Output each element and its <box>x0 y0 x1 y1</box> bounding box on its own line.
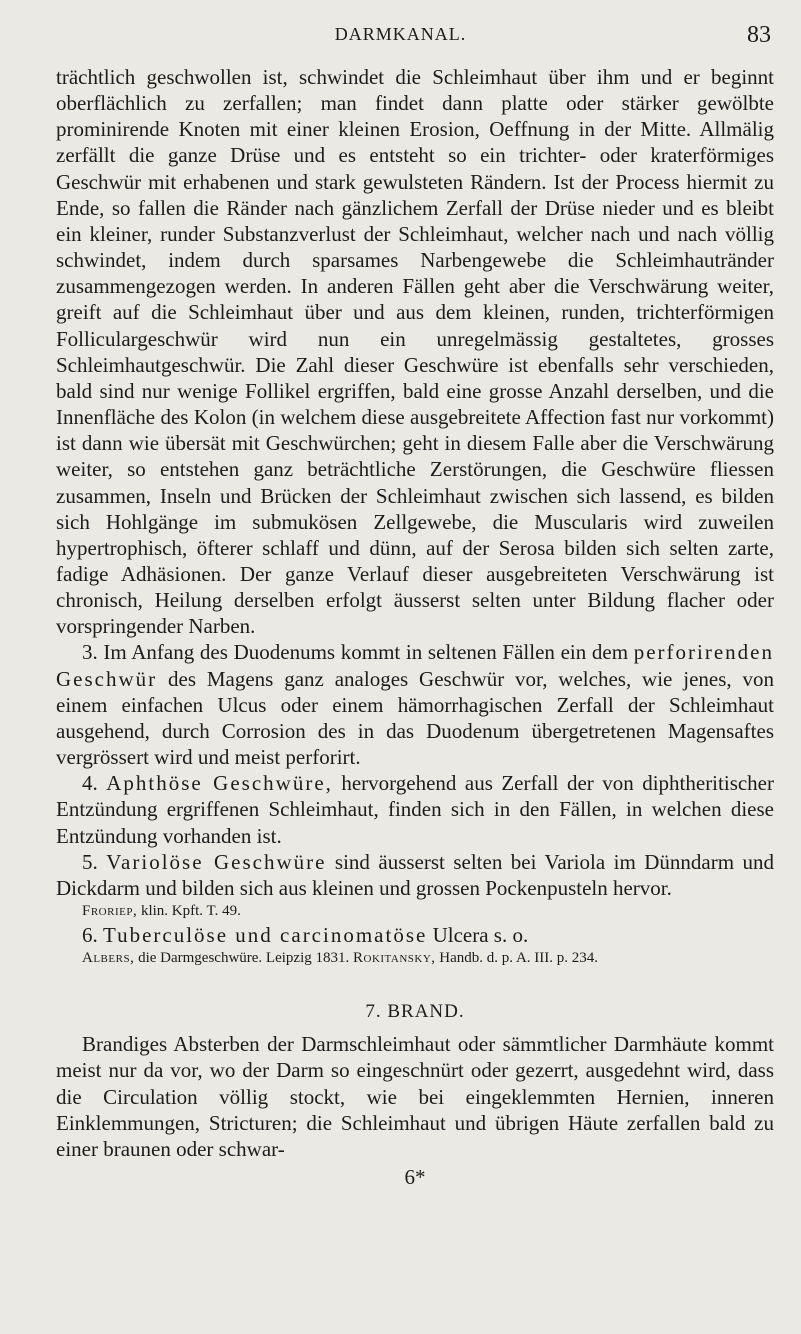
item-4-text: hervorgehend aus Zerfall der von diphtheritischer Entzündung ergriffenen Schleimhaut, finden sich in den Fällen, in welchen diese Entzündung vorhanden ist. <box>56 771 774 848</box>
page-body <box>56 64 774 1190</box>
paragraph-continuation: trächtlich geschwollen ist, schwindet die Schleimhaut über ihm und er beginnt oberflächlich zu zerfallen; man findet dann platte oder stärker gewölbte prominirende Knoten mit einer kleinen Erosion, Oeffnung in der Mitte. Allmälig zerfällt die ganze Drüse und es entsteht so ein trichter- oder kraterförmiges Geschwür mit erhabenen und stark gewulsteten Rändern. Ist der Process hiermit zu Ende, so fallen die Ränder nach gänzlichem Zerfall der Drüse nieder und es bleibt ein kleiner, runder Substanzverlust der Schleimhaut, welcher nach und nach völlig schwindet, indem durch sparsames Narbengewebe die Schleimhautränder zusammengezogen werden. In anderen Fällen geht aber die Verschwärung weiter, greift auf die Schleimhaut über und aus dem kleinen, runden, trichterförmigen Folliculargeschwür wird nun ein unregelmässig gestaltetes, grosses Schleimhautgeschwür. Die Zahl dieser Geschwüre ist ebenfalls sehr verschieden, bald sind nur wenige Follikel ergriffen, bald eine grosse Anzahl derselben, und die Innenfläche des Kolon (in welchem diese ausgebreitete Affection fast nur vorkommt) ist dann wie übersät mit Geschwürchen; geht in diesem Falle aber die Verschwärung weiter, so entstehen ganz beträchtliche Zerstörungen, die Geschwüre fliessen zusammen, Inseln und Brücken der Schleimhaut zwischen sich lassend, es bilden sich Hohlgänge im submukösen Zellgewebe, die Muscularis wird zuweilen hypertrophisch, öfterer schlaff und dünn, auf der Serosa bilden sich selten zarte, fadige Adhäsionen. Der ganze Verlauf dieser ausgebreiteten Verschwärung ist chronisch, Heilung derselben erfolgt äusserst selten unter Bildung flacher oder vorspringender Narben. <box>56 65 774 639</box>
item-4-term: Aphthöse Geschwüre, <box>106 771 333 796</box>
page-header <box>0 22 801 52</box>
page-number: 83 <box>747 22 771 48</box>
reference-albers-rokitansky <box>56 948 774 969</box>
reference-text-1: die Darmgeschwüre. Leipzig 1831. <box>138 950 350 967</box>
reference-froriep <box>56 901 774 922</box>
section-heading: 7. BRAND. <box>365 1001 465 1023</box>
item-3-text: des Magens ganz analoges Geschwür vor, welches, wie jenes, von einem einfachen Ulcus oder einem hämorrhagischen Zerfall der Schleimhaut ausgehend, durch Corrosion des in das Duodenum übergetretenen Magensaftes vergrössert wird und meist perforirt. <box>56 666 774 770</box>
reference-text-2: Handb. d. p. A. III. p. 234. <box>439 950 599 967</box>
item-6 <box>56 922 774 948</box>
item-3 <box>56 639 774 770</box>
running-head: DARMKANAL. <box>334 24 467 44</box>
item-6-term: Tuberculöse und carcinomatöse <box>103 923 428 947</box>
item-5 <box>56 849 774 901</box>
item-3-term: perforirenden Geschwür <box>56 640 774 691</box>
item-6-number: 6. <box>82 923 98 947</box>
item-3-number: 3. <box>82 640 98 665</box>
item-5-number: 5. <box>82 849 98 874</box>
reference-author-1: Albers, <box>82 950 135 967</box>
reference-text: klin. Kpft. T. 49. <box>140 903 241 919</box>
item-5-term: Variolöse Geschwüre <box>106 849 327 874</box>
item-4-number: 4. <box>82 771 98 796</box>
item-4 <box>56 770 774 848</box>
signature-mark: 6* <box>404 1165 426 1190</box>
item-6-text: Ulcera s. o. <box>432 923 529 947</box>
item-3-lead: Im Anfang des Duodenums kommt in seltenen Fällen ein dem <box>103 640 629 665</box>
section-paragraph: Brandiges Absterben der Darmschleimhaut oder sämmtlicher Darmhäute kommt meist nur da vor, wo der Darm so eingeschnürt oder gezerrt, ausgedehnt wird, dass die Circulation völlig stockt, wie bei eingeklemmten Hernien, inneren Einklemmungen, Stricturen; die Schleimhaut und übrigen Häute zerfallen bald zu einer braunen oder schwar- <box>56 1032 774 1161</box>
reference-author-2: Rokitansky, <box>353 950 436 967</box>
reference-author: Froriep, <box>82 903 138 919</box>
item-5-text: sind äusserst selten bei Variola im Dünndarm und Dickdarm und bilden sich aus kleinen und grossen Pockenpusteln hervor. <box>56 849 775 900</box>
